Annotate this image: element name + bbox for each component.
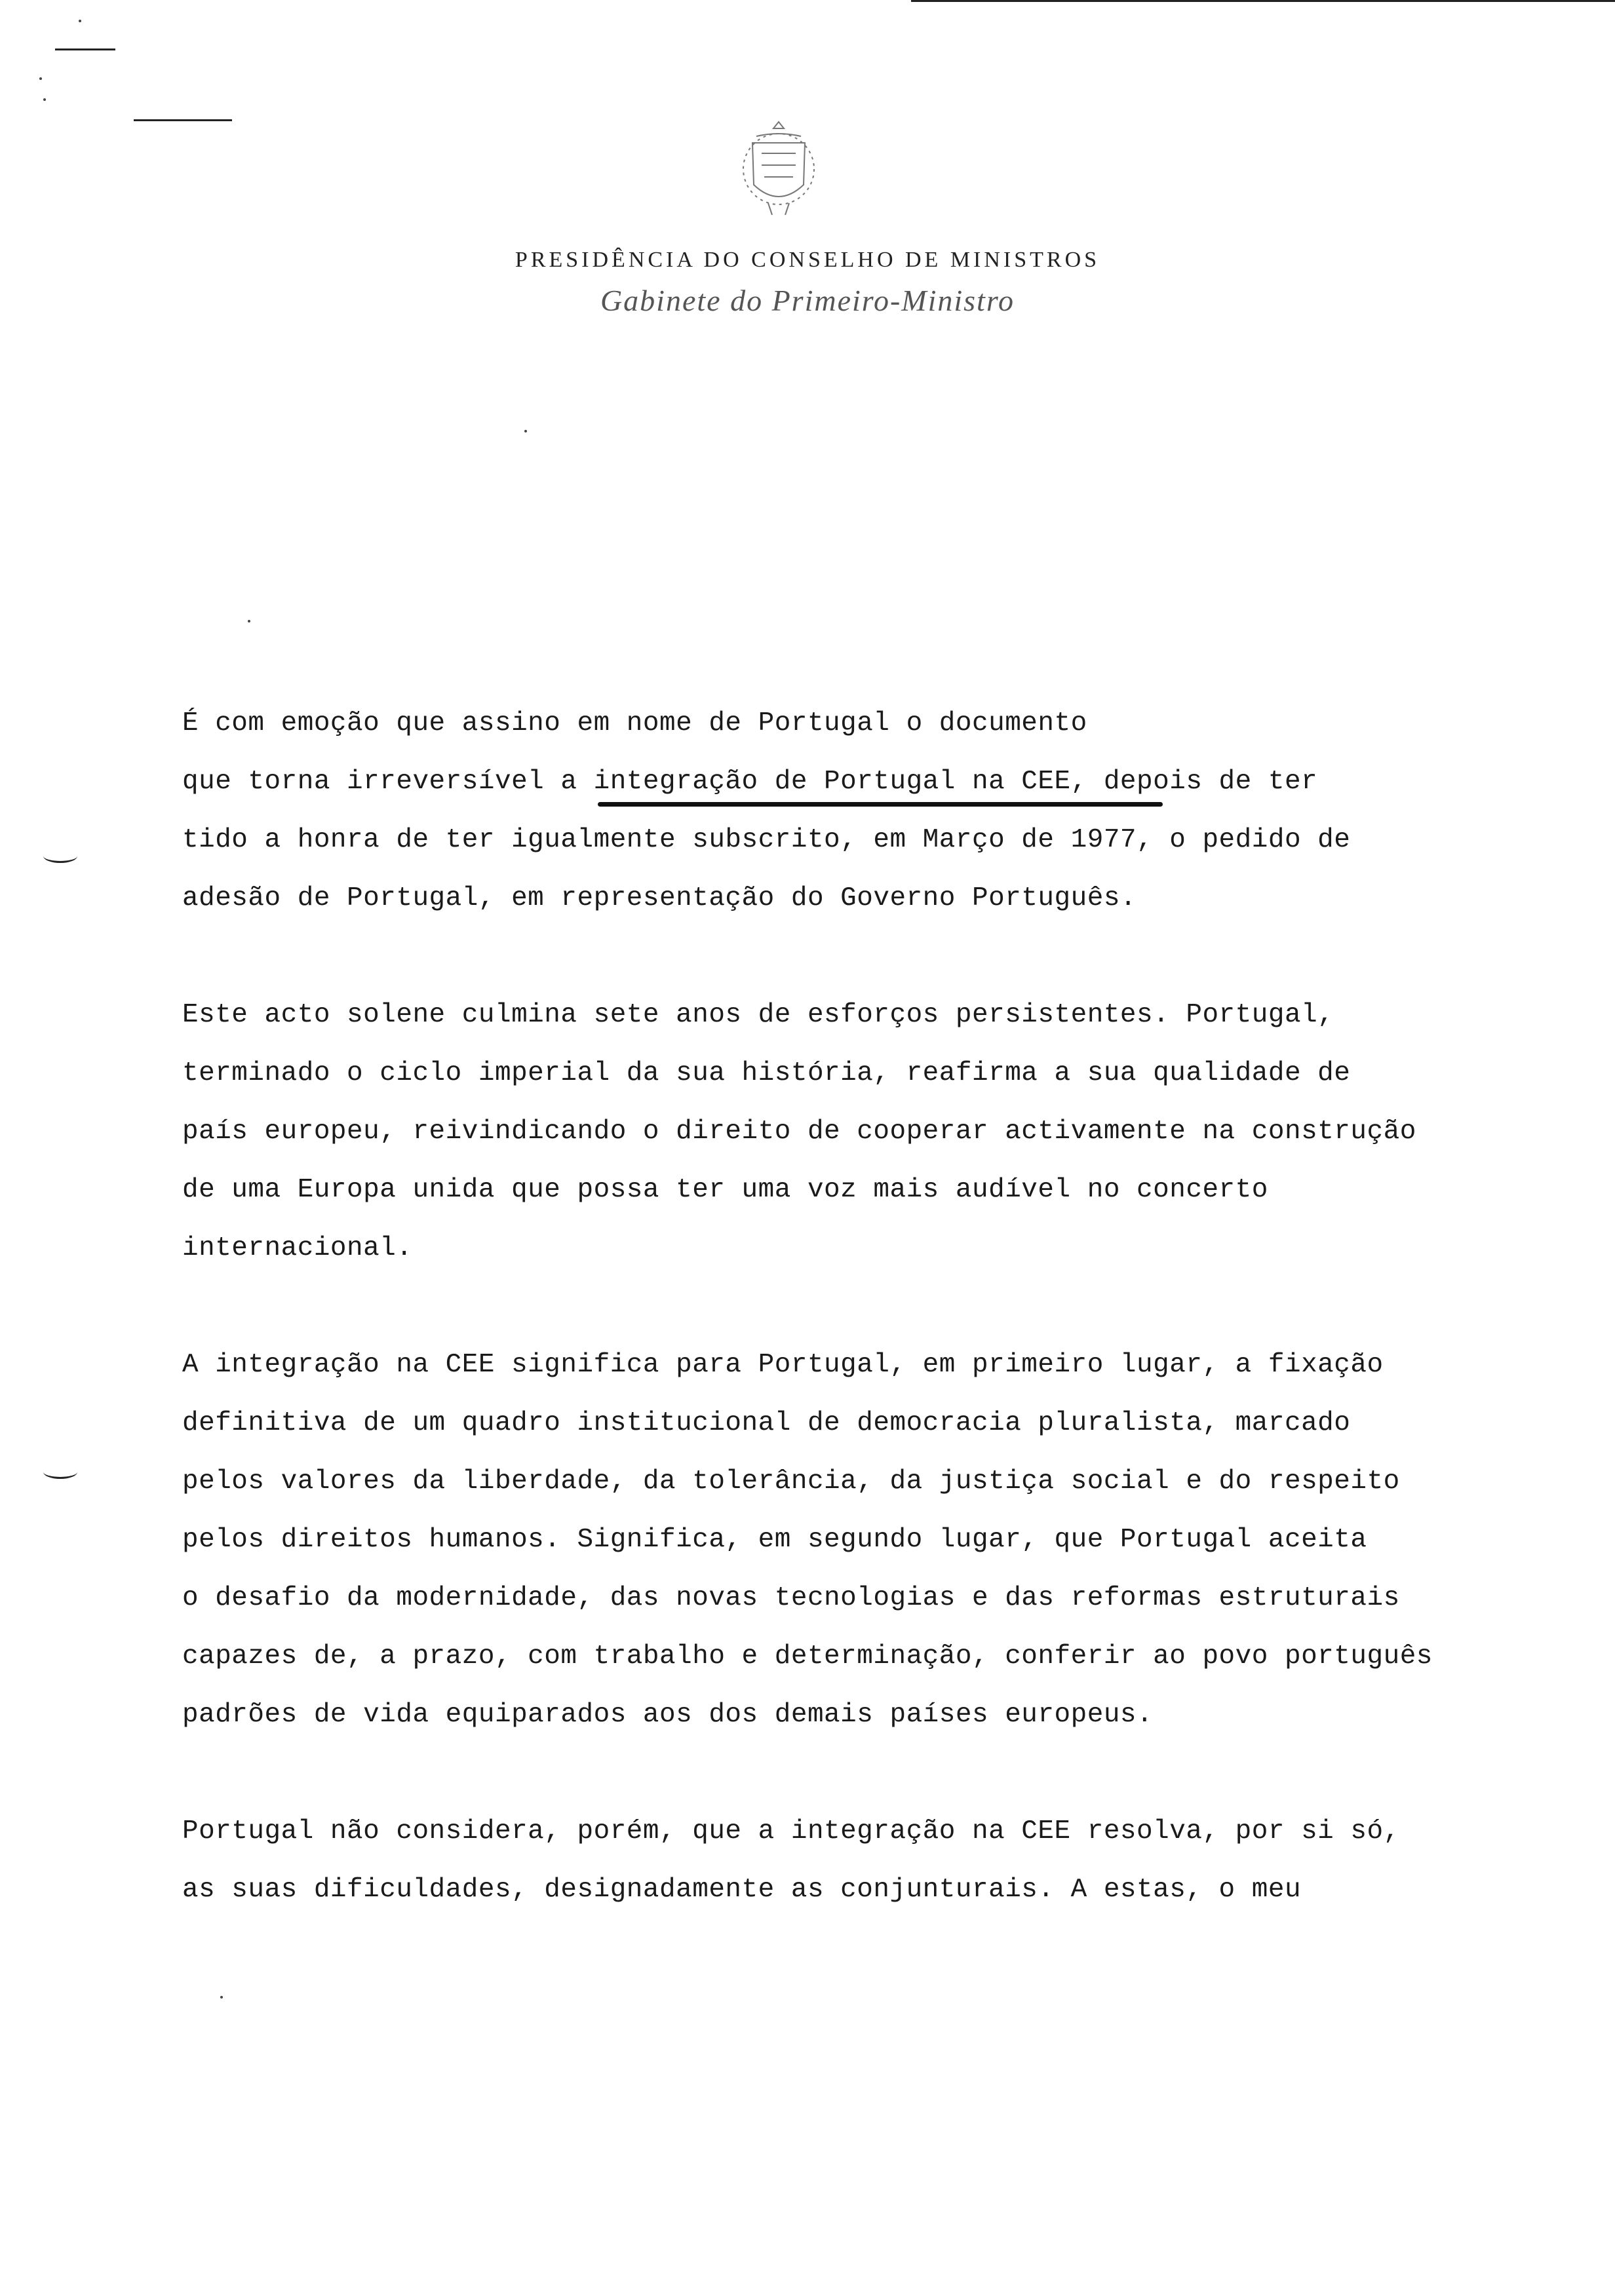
- letterhead-title: PRESIDÊNCIA DO CONSELHO DE MINISTROS: [515, 248, 1100, 272]
- margin-speck: [79, 20, 81, 22]
- letter-body: [182, 695, 1506, 1978]
- margin-speck: [43, 98, 46, 101]
- margin-speck: [248, 620, 250, 622]
- margin-speck: [524, 430, 527, 432]
- margin-speck: [220, 1996, 223, 1999]
- paragraph-difficulties: Portugal não considera, porém, que a integração na CEE resolva, por si só, as suas dificuldades, designadamente as conjunturais. A estas, o meu: [182, 1816, 1400, 1905]
- paragraph-solemn-act: Este acto solene culmina sete anos de esforços persistentes. Portugal, terminado o ciclo imperial da sua história, reafirma a sua qualidade de país europeu, reivindicando o direito de cooperar activamente na construção de uma Europa unida que possa ter uma voz mais audível no concerto internacional.: [182, 1000, 1416, 1263]
- margin-mark: [134, 119, 232, 121]
- paragraph-intro: É com emoção que assino em nome de Portugal o documento que torna irreversível a integração de Portugal na CEE, depois de ter tido a honra de ter igualmente subscrito, em Março de 1977, o pedido de adesão de Portugal, em representação do Governo Português.: [182, 708, 1351, 913]
- margin-curve-mark: [43, 1465, 77, 1479]
- coat-of-arms-emblem: [726, 117, 831, 228]
- paragraph-significance: A integração na CEE significa para Portugal, em primeiro lugar, a fixação definitiva de um quadro institucional de democracia pluralista, marcado pelos valores da liberdade, da tolerância, da justiça social e do respeito pelos direitos humanos. Significa, em segundo lugar, que Portugal aceita o desafio da modernidade, das novas tecnologias e das reformas estruturais capazes de, a prazo, com trabalho e determinação, conferir ao povo português padrões de vida equiparados aos dos demais países europeus.: [182, 1350, 1433, 1730]
- margin-speck: [39, 77, 42, 80]
- margin-curve-mark: [43, 849, 77, 863]
- cabinet-stamp: Gabinete do Primeiro-Ministro: [600, 284, 1015, 317]
- page-edge-line: [911, 0, 1615, 2]
- margin-mark: [55, 48, 115, 50]
